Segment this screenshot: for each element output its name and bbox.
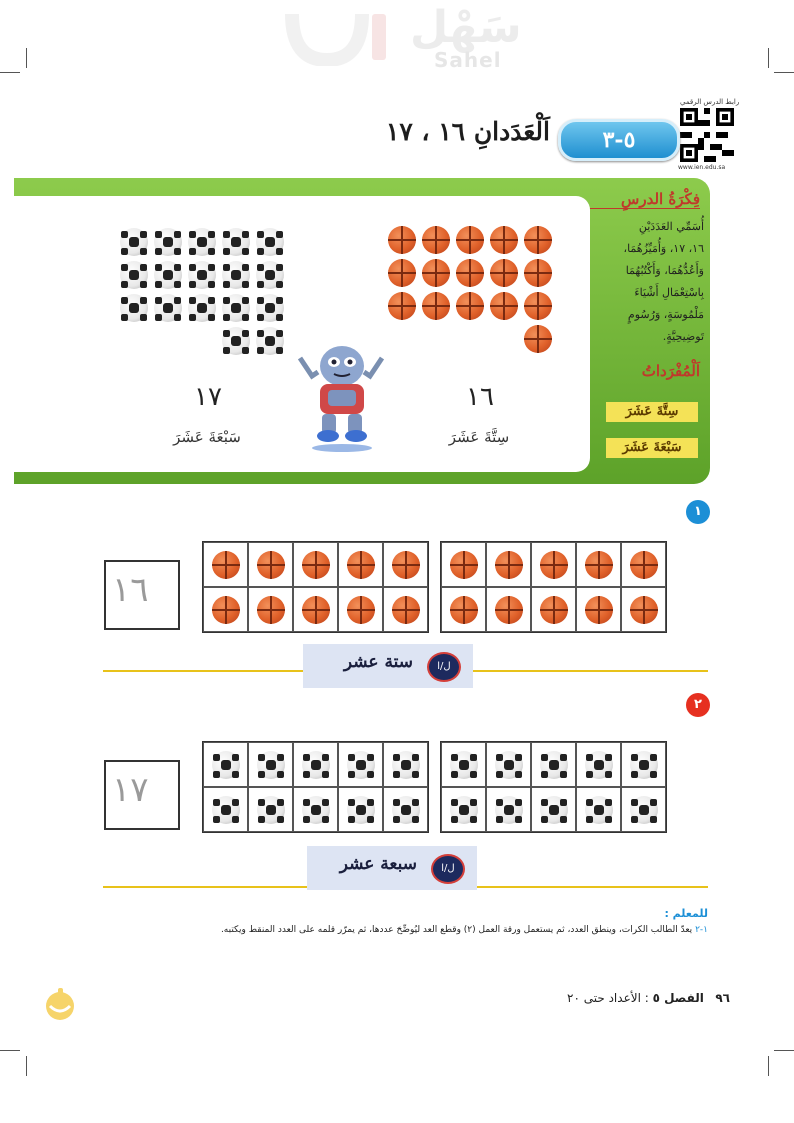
- soccer-ball-icon: [630, 751, 658, 779]
- frame-cell: [248, 542, 293, 587]
- basketball-icon: [524, 292, 552, 320]
- soccer-ball-icon: [154, 294, 182, 322]
- chapter-title: : الأعداد حتى ٢٠: [567, 991, 649, 1005]
- watermark-logo-icon: [282, 4, 392, 66]
- soccer-ball-icon: [450, 751, 478, 779]
- frame-cell: [248, 787, 293, 832]
- basketball-icon: [450, 596, 478, 624]
- basketball-icon: [450, 551, 478, 579]
- frame-cell: [248, 587, 293, 632]
- basketball-icon: [392, 551, 420, 579]
- idea-line: ١٦، ١٧، وَأُمَيِّزُهُمَا،: [623, 242, 704, 255]
- crop-mark: [0, 1050, 20, 1051]
- frame-cell: [203, 542, 248, 587]
- soccer-ball-icon: [154, 228, 182, 256]
- soccer-ball-icon: [450, 796, 478, 824]
- frame-cell: [531, 587, 576, 632]
- soccer-ball-icon: [495, 796, 523, 824]
- soccer-ball-icon: [302, 796, 330, 824]
- crop-mark: [774, 72, 794, 73]
- answer-logo-icon: ل/ا: [431, 854, 465, 884]
- basketball-icon: [524, 226, 552, 254]
- soccer-ball-icon: [540, 796, 568, 824]
- vocabulary-item: سِتَّةَ عَشَرَ: [606, 402, 698, 422]
- frame-cell: [531, 742, 576, 787]
- group-number: ١٦: [466, 382, 494, 412]
- frame-cell: [441, 542, 486, 587]
- basketball-icon: [490, 292, 518, 320]
- teacher-note: [100, 925, 708, 935]
- basketball-icon: [212, 551, 240, 579]
- soccer-ball-icon: [212, 751, 240, 779]
- teacher-note-text: يعدّ الطالب الكرات، وينطق العدد، ثم يستعمل ورقة العمل (٢) وقطع العد ليُوضِّحَ عددها، ثم يمرّر قلمه على العدد المنقط ويكتبه.: [220, 925, 693, 935]
- basketball-icon: [388, 259, 416, 287]
- basketball-icon: [422, 292, 450, 320]
- basketball-icon: [495, 596, 523, 624]
- soccer-ball-icon: [257, 751, 285, 779]
- soccer-ball-icon: [257, 796, 285, 824]
- frame-cell: [293, 542, 338, 587]
- soccer-ball-icon: [222, 294, 250, 322]
- frame-cell: [531, 542, 576, 587]
- apple-icon: ٢: [686, 693, 710, 717]
- basketball-icon: [540, 551, 568, 579]
- chapter-label: الفصل ٥: [652, 991, 704, 1005]
- frame-cell: [621, 787, 666, 832]
- crop-mark: [26, 1056, 27, 1076]
- crop-mark: [768, 1056, 769, 1076]
- lesson-title: اَلْعَدَدانِ ١٦ ، ١٧: [385, 117, 550, 146]
- frame-cell: [383, 787, 428, 832]
- soccer-ball-icon: [188, 294, 216, 322]
- soccer-ball-icon: [540, 751, 568, 779]
- frame-cell: [441, 787, 486, 832]
- frame-cell: [383, 587, 428, 632]
- group-number: ١٧: [194, 382, 222, 412]
- frame-cell: [576, 587, 621, 632]
- qr-caption: رابط الدرس الرقمي: [680, 98, 740, 106]
- basketball-icon: [490, 259, 518, 287]
- frame-cell: [338, 742, 383, 787]
- crop-mark: [768, 48, 769, 68]
- frame-cell: [486, 742, 531, 787]
- basketball-icon: [388, 226, 416, 254]
- watermark-text: سَهْل: [410, 2, 522, 53]
- frame-cell: [441, 742, 486, 787]
- frame-cell: [576, 542, 621, 587]
- qr-code-icon[interactable]: [680, 108, 734, 162]
- basketball-icon: [347, 551, 375, 579]
- basketball-icon: [456, 292, 484, 320]
- page-number: ٩٦: [715, 991, 730, 1005]
- soccer-ball-icon: [120, 294, 148, 322]
- basketball-icon: [302, 551, 330, 579]
- basketball-icon: [630, 551, 658, 579]
- soccer-ball-icon: [495, 751, 523, 779]
- frame-cell: [203, 742, 248, 787]
- basketball-icon: [456, 226, 484, 254]
- answer-box: [307, 846, 477, 890]
- vocabulary-item: سَبْعَةَ عَشَرَ: [606, 438, 698, 458]
- soccer-ball-icon: [256, 228, 284, 256]
- frame-cell: [203, 587, 248, 632]
- frame-cell: [338, 787, 383, 832]
- trace-box[interactable]: [104, 560, 180, 630]
- trace-box[interactable]: [104, 760, 180, 830]
- qr-url: www.ien.edu.sa: [678, 164, 726, 171]
- page-footer: [490, 991, 730, 1005]
- idea-line: وَأَعُدُّهُمَا، وَأَكْتُبُهُمَا: [625, 264, 704, 277]
- frame-cell: [486, 542, 531, 587]
- soccer-ball-icon: [120, 261, 148, 289]
- soccer-ball-icon: [154, 261, 182, 289]
- vocabulary-heading: اَلْمُفْرَداتُ: [641, 362, 700, 380]
- basketball-icon: [524, 259, 552, 287]
- frame-cell: [203, 787, 248, 832]
- soccer-ball-icon: [256, 261, 284, 289]
- lesson-number-badge: [558, 119, 680, 161]
- soccer-ball-icon: [347, 796, 375, 824]
- basketball-icon: [392, 596, 420, 624]
- basketball-icon: [302, 596, 330, 624]
- frame-cell: [576, 742, 621, 787]
- answer-text: سبعة عشر: [339, 854, 417, 874]
- frame-cell: [486, 587, 531, 632]
- basketball-icon: [585, 551, 613, 579]
- basketball-icon: [495, 551, 523, 579]
- basketball-icon: [524, 325, 552, 353]
- soccer-ball-icon: [347, 751, 375, 779]
- frame-cell: [338, 587, 383, 632]
- frame-cell: [531, 787, 576, 832]
- basketball-icon: [456, 259, 484, 287]
- frame-cell: [621, 542, 666, 587]
- basketball-icon: [585, 596, 613, 624]
- frame-cell: [338, 542, 383, 587]
- basketball-icon: [257, 596, 285, 624]
- crop-mark: [26, 48, 27, 68]
- soccer-ball-icon: [392, 796, 420, 824]
- frame-cell: [248, 742, 293, 787]
- trace-digits: ١٦: [112, 570, 149, 610]
- ten-frame: [202, 741, 429, 833]
- frame-cell: [486, 787, 531, 832]
- frame-cell: [293, 587, 338, 632]
- answer-logo-icon: ل/ا: [427, 652, 461, 682]
- group-word: سِتَّةَ عَشَرَ: [448, 428, 510, 446]
- soccer-ball-icon: [188, 228, 216, 256]
- ten-frame: [202, 541, 429, 633]
- idea-line: بِاسْتِعْمَالِ أَشْيَاءَ: [634, 286, 704, 299]
- ten-frame: [440, 741, 667, 833]
- brand-logo-icon: [40, 984, 80, 1024]
- frame-cell: [576, 787, 621, 832]
- teacher-note-ref: ١-٢: [695, 925, 708, 935]
- basketball-icon: [540, 596, 568, 624]
- watermark-latin: Sahel: [434, 48, 502, 72]
- exercise-badge: ١: [686, 500, 710, 524]
- crop-mark: [774, 1050, 794, 1051]
- basketball-icon: [347, 596, 375, 624]
- frame-cell: [293, 787, 338, 832]
- ten-frame: [440, 541, 667, 633]
- soccer-ball-icon: [392, 751, 420, 779]
- frame-cell: [383, 742, 428, 787]
- frame-cell: [441, 587, 486, 632]
- soccer-ball-icon: [188, 261, 216, 289]
- answer-box: [303, 644, 473, 688]
- lesson-number: ٥-٣: [602, 127, 636, 153]
- trace-digits: ١٧: [112, 770, 149, 810]
- answer-text: ستة عشر: [343, 652, 413, 672]
- soccer-ball-icon: [585, 751, 613, 779]
- soccer-ball-icon: [585, 796, 613, 824]
- basketball-icon: [257, 551, 285, 579]
- frame-cell: [621, 587, 666, 632]
- basketball-icon: [422, 259, 450, 287]
- soccer-ball-icon: [222, 327, 250, 355]
- basketball-icon: [388, 292, 416, 320]
- idea-line: أُسَمِّي العَدَدَيْنِ: [638, 220, 704, 233]
- soccer-ball-icon: [302, 751, 330, 779]
- frame-cell: [293, 742, 338, 787]
- robot-mascot-icon: [292, 336, 390, 452]
- basketball-icon: [212, 596, 240, 624]
- basketball-icon: [630, 596, 658, 624]
- soccer-ball-icon: [630, 796, 658, 824]
- soccer-ball-icon: [256, 294, 284, 322]
- idea-line: مَلْمُوسَةٍ، وَرُسُومٍ: [627, 308, 704, 321]
- soccer-ball-icon: [120, 228, 148, 256]
- basketball-icon: [422, 226, 450, 254]
- soccer-ball-icon: [222, 261, 250, 289]
- basketball-group: [384, 226, 559, 362]
- idea-text: [586, 216, 704, 348]
- teacher-heading: للمعلم :: [664, 907, 708, 920]
- basketball-icon: [490, 226, 518, 254]
- crop-mark: [0, 72, 20, 73]
- soccer-ball-icon: [212, 796, 240, 824]
- soccer-ball-icon: [222, 228, 250, 256]
- group-word: سَبْعَةَ عَشَرَ: [173, 428, 241, 446]
- soccer-ball-group: [116, 228, 291, 364]
- idea-heading: فِكْرَةُ الدرسِ: [621, 190, 700, 208]
- frame-cell: [621, 742, 666, 787]
- idea-line: تَوضِيحِيَّةٍ.: [662, 330, 704, 343]
- idea-underline: [590, 208, 700, 209]
- soccer-ball-icon: [256, 327, 284, 355]
- frame-cell: [383, 542, 428, 587]
